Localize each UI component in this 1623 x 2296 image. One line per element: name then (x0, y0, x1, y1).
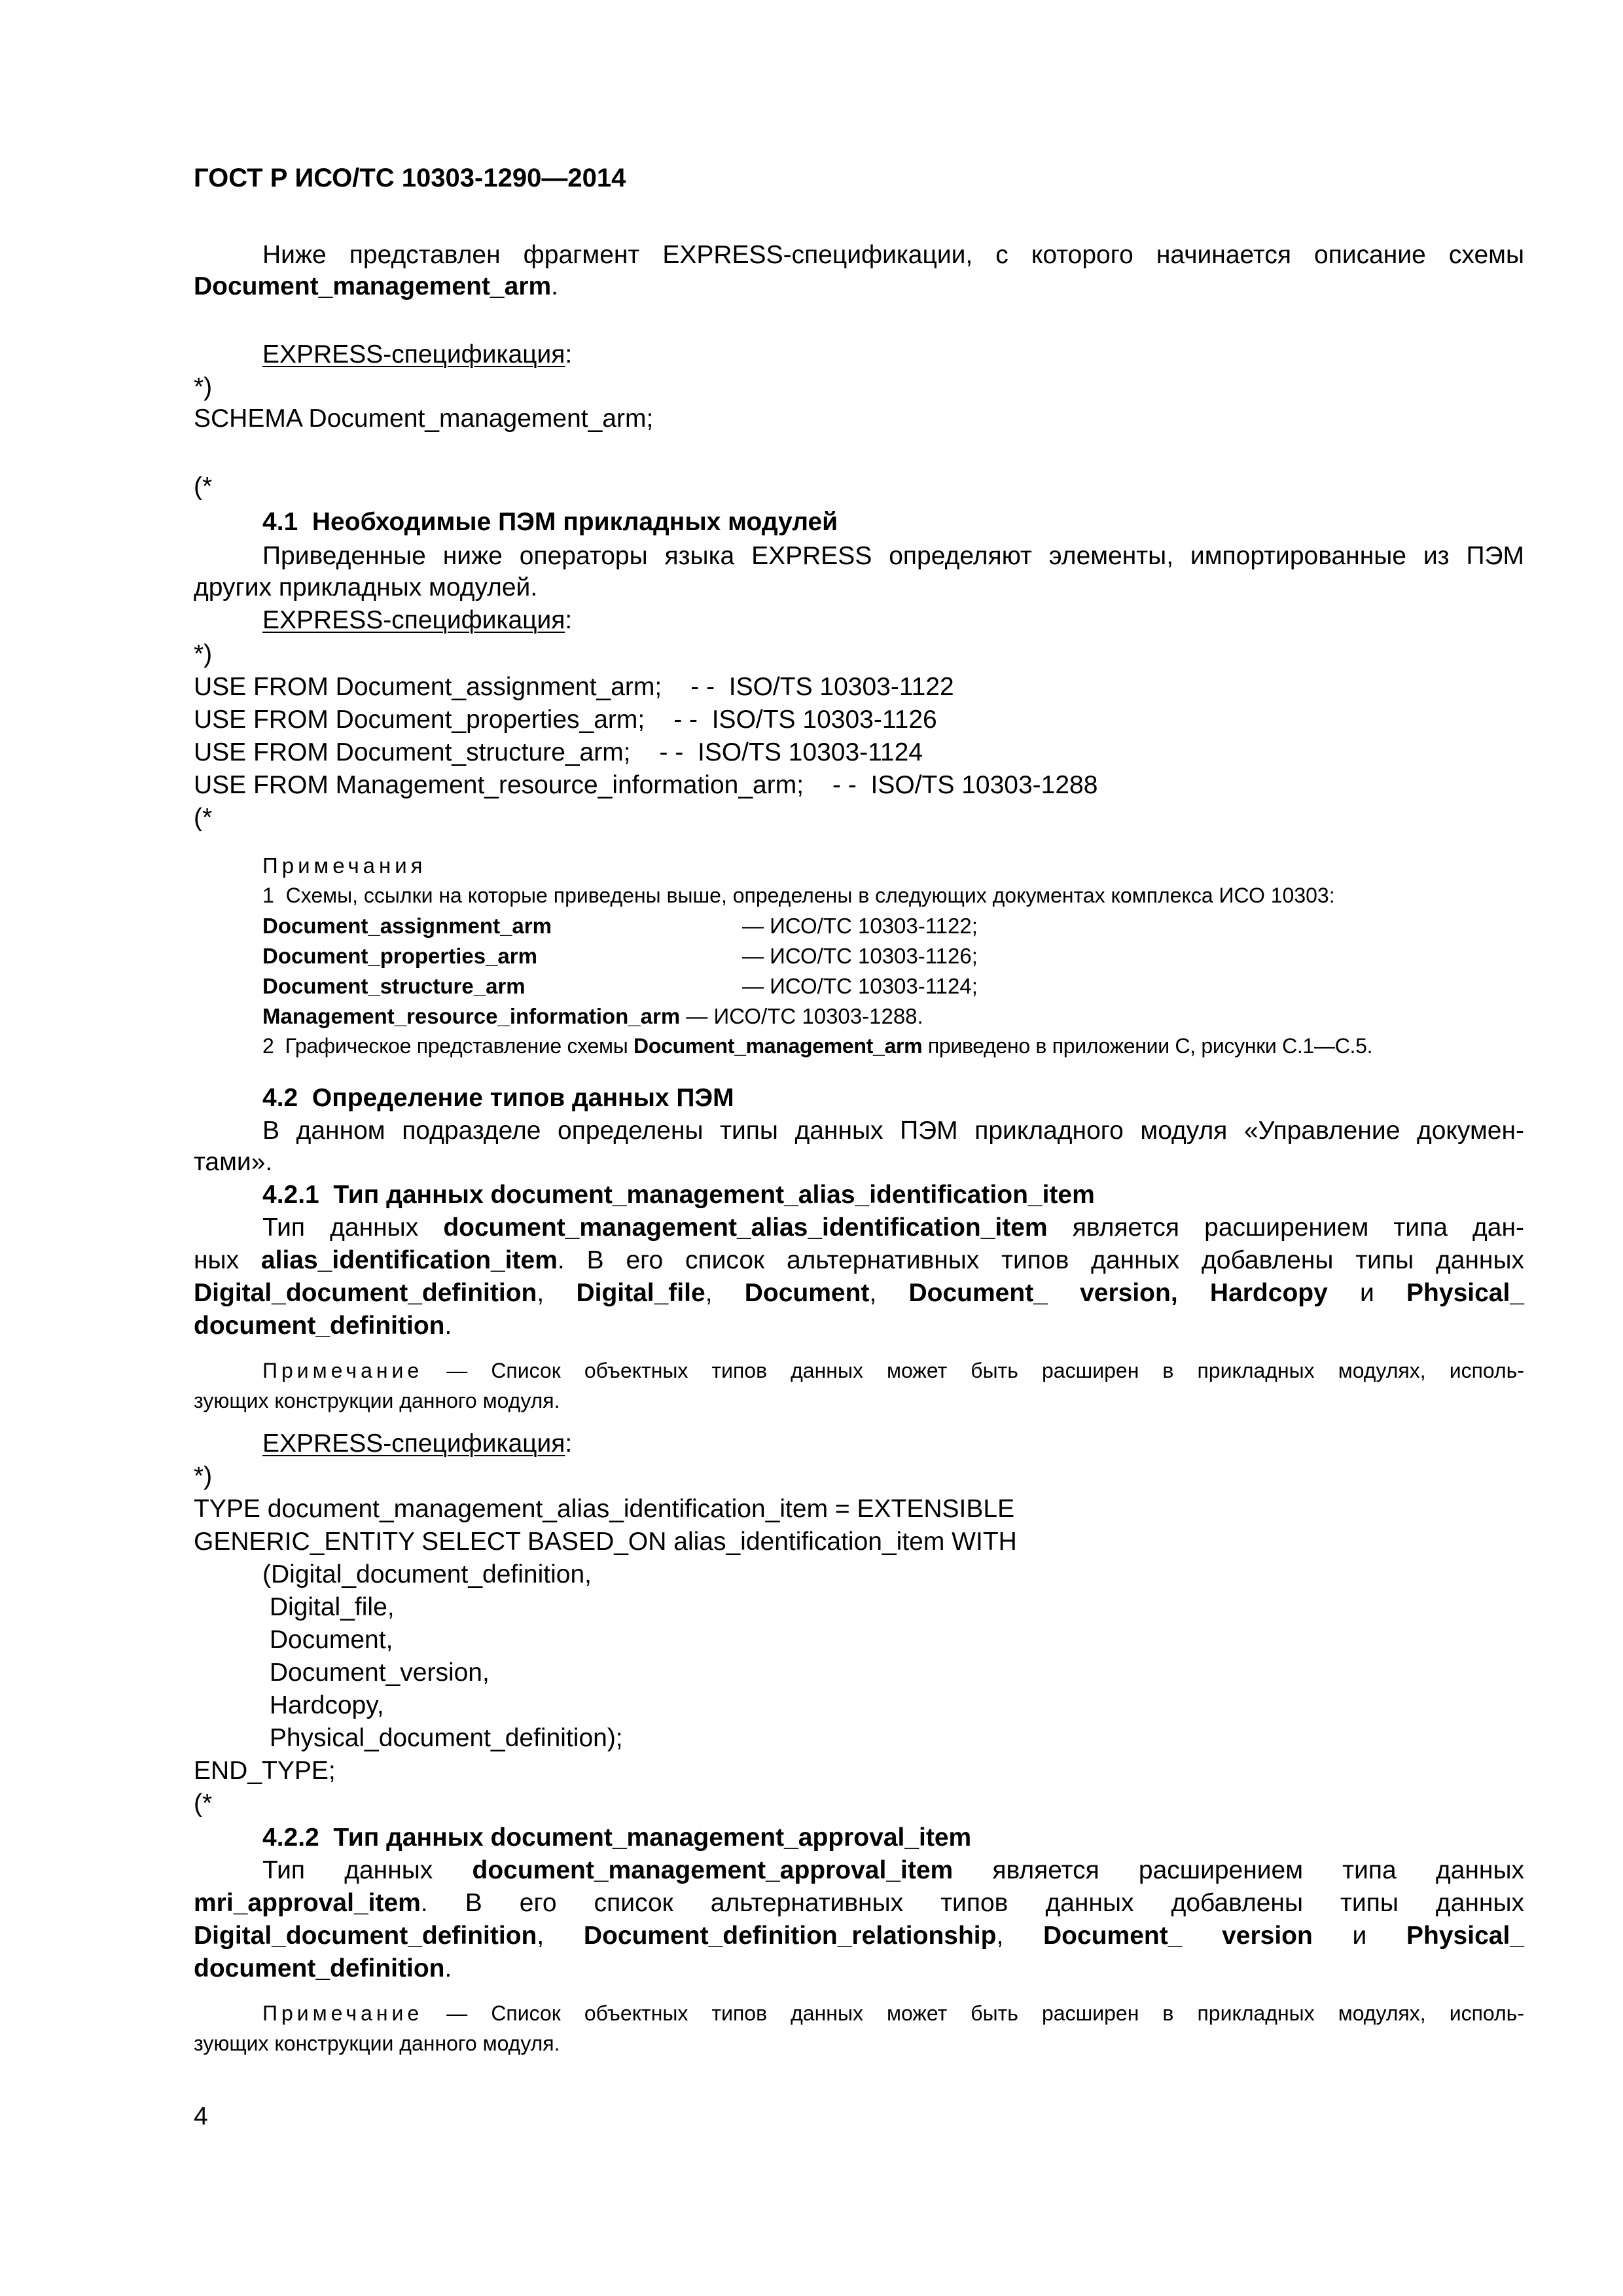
schema-name: Document_management_arm (194, 272, 552, 300)
section-4-2-2-heading: 4.2.2 Тип данных document_management_approval_item (262, 1823, 972, 1852)
section-4-2-2-line-4: document_definition. (194, 1954, 452, 1982)
section-4-2-1-line-2: ных alias_identification_item. В его список альтернативных типов данных добавлены типы данных (194, 1246, 1524, 1274)
section-4-1-para-line-2: других прикладных модулей. (194, 573, 538, 601)
page-number: 4 (194, 2102, 208, 2130)
code-line: END_TYPE; (194, 1757, 336, 1785)
express-label-2: EXPRESS-спецификация: (262, 606, 573, 634)
ref-doc: — ИСО/ТС 10303-1124; (742, 974, 978, 998)
section-4-2-1-heading: 4.2.1 Тип данных document_management_alias_identification_item (262, 1181, 1095, 1209)
use-statement: USE FROM Document_properties_arm; - - ISO/TS 10303-1126 (194, 706, 937, 734)
ref-schema-name: Document_assignment_arm (262, 914, 552, 938)
use-statement: USE FROM Document_structure_arm; - - ISO/TS 10303-1124 (194, 738, 923, 766)
code-line: *) (194, 1462, 213, 1490)
use-statement: USE FROM Management_resource_information_arm; - - ISO/TS 10303-1288 (194, 771, 1098, 799)
ref-doc: — ИСО/ТС 10303-1122; (742, 914, 978, 938)
code-close-1: *) (194, 373, 213, 401)
intro-line-1: Ниже представлен фрагмент EXPRESS-спецификации, с которого начинается описание схемы (262, 241, 1524, 269)
code-line: Document, (262, 1626, 393, 1654)
section-4-2-1-note-line-1: Примечание — Список объектных типов данных может быть расширен в прикладных модулях, исполь- (262, 1359, 1524, 1382)
code-line: Document_version, (262, 1659, 490, 1687)
document-header: ГОСТ Р ИСО/ТС 10303-1290—2014 (194, 164, 626, 192)
section-4-2-2-line-3: Digital_document_definition, Document_definition_relationship, Document_ version и Physical_ (194, 1922, 1524, 1950)
ref-row-last (262, 1001, 923, 1031)
note-label: Примечание (262, 1359, 423, 1382)
notes-title: Примечания (262, 853, 427, 878)
code-line: Physical_document_definition); (262, 1724, 623, 1752)
code-line: GENERIC_ENTITY SELECT BASED_ON alias_identification_item WITH (194, 1528, 1017, 1556)
section-4-2-para-line-2: тами». (194, 1148, 273, 1176)
note-2: 2 Графическое представление схемы Document_management_arm приведено в приложении С, рисунки С.1—С.5. (262, 1034, 1373, 1058)
code-line: Hardcopy, (262, 1691, 384, 1719)
ref-doc: — ИСО/ТС 10303-1288. (686, 1004, 923, 1028)
section-4-2-1-line-4: document_definition. (194, 1312, 452, 1340)
code-open-1: (* (194, 473, 213, 501)
ref-schema-name: Document_structure_arm (262, 974, 526, 998)
express-label-3: EXPRESS-спецификация: (262, 1429, 573, 1458)
ref-doc: — ИСО/ТС 10303-1126; (742, 944, 978, 968)
section-4-2-heading: 4.2 Определение типов данных ПЭМ (262, 1084, 734, 1112)
code-open-2: (* (194, 804, 213, 832)
section-4-2-2-note-line-2: зующих конструкции данного модуля. (194, 2032, 560, 2055)
note-1: 1 Схемы, ссылки на которые приведены выше, определены в следующих документах комплекса ИСО 10303: (262, 884, 1335, 907)
express-label-1: EXPRESS-спецификация: (262, 340, 573, 368)
code-schema-line: SCHEMA Document_management_arm; (194, 404, 654, 433)
code-line: (* (194, 1789, 213, 1818)
code-close-2: *) (194, 640, 213, 668)
section-4-2-para-line-1: В данном подразделе определены типы данных ПЭМ прикладного модуля «Управление докумен- (262, 1117, 1524, 1145)
code-line: TYPE document_management_alias_identification_item = EXTENSIBLE (194, 1495, 1015, 1523)
ref-schema-name: Management_resource_information_arm (262, 1004, 681, 1028)
section-4-2-1-line-3: Digital_document_definition, Digital_file, Document, Document_ version, Hardcopy и Physical_ (194, 1279, 1525, 1307)
section-4-2-2-line-1: Тип данных document_management_approval_item является расширением типа данных (262, 1856, 1524, 1884)
code-line: (Digital_document_definition, (262, 1560, 592, 1588)
ref-schema-name: Document_properties_arm (262, 944, 537, 968)
section-4-1-para-line-1: Приведенные ниже операторы языка EXPRESS определяют элементы, импортированные из ПЭМ (262, 542, 1524, 570)
intro-line-2: Document_management_arm. (194, 272, 559, 300)
use-statement: USE FROM Document_assignment_arm; - - ISO/TS 10303-1122 (194, 673, 954, 701)
section-4-2-2-note-line-1: Примечание — Список объектных типов данных может быть расширен в прикладных модулях, исполь- (262, 2001, 1524, 2025)
note-label: Примечание (262, 2001, 423, 2025)
section-4-2-1-line-1: Тип данных document_management_alias_identification_item является расширением типа дан- (262, 1213, 1524, 1242)
section-4-1-heading: 4.1 Необходимые ПЭМ прикладных модулей (262, 508, 838, 536)
section-4-2-1-note-line-2: зующих конструкции данного модуля. (194, 1389, 560, 1412)
code-line: Digital_file, (262, 1593, 395, 1621)
section-4-2-2-line-2: mri_approval_item. В его список альтернативных типов данных добавлены типы данных (194, 1889, 1524, 1917)
